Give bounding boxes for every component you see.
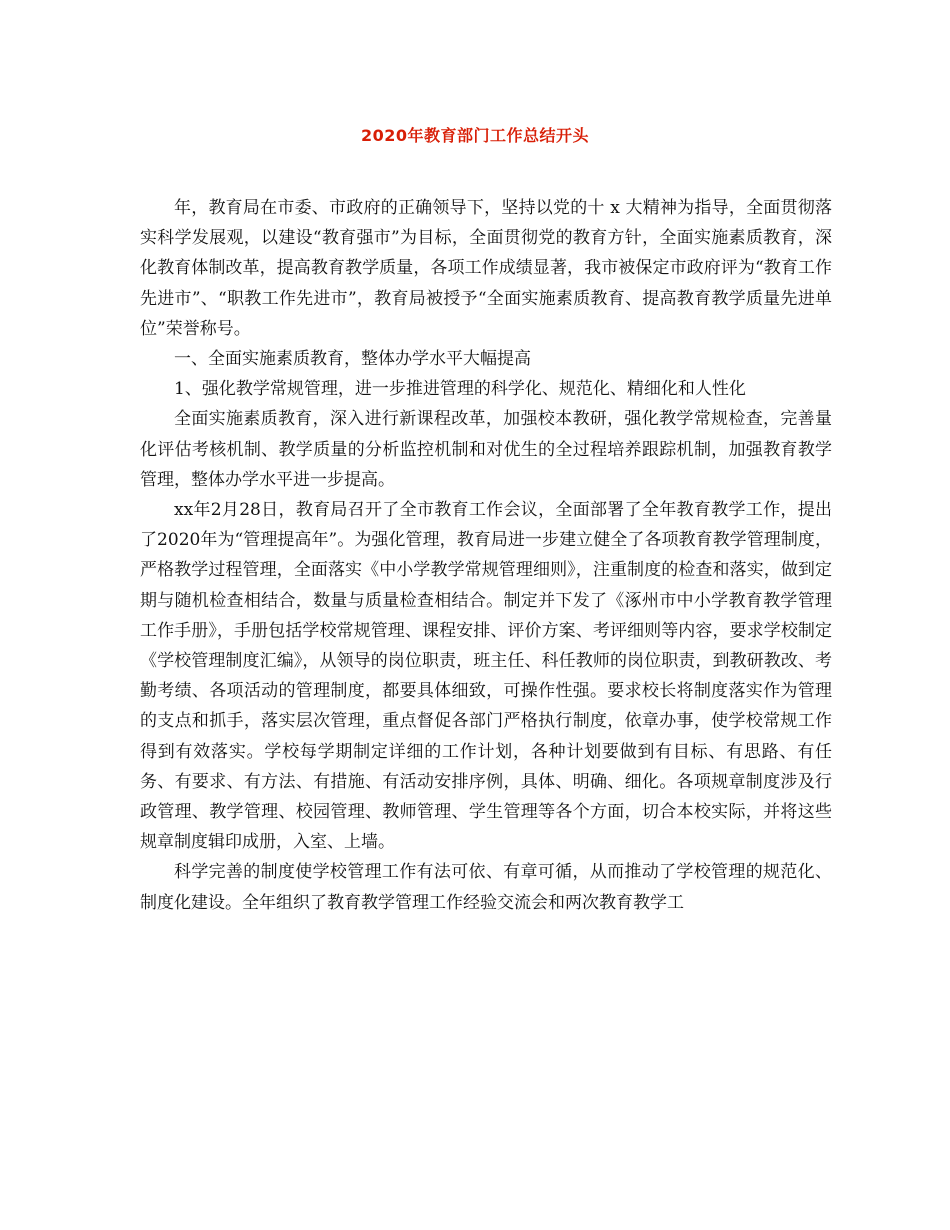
subsection-heading-1: 1、强化教学常规管理，进一步推进管理的科学化、规范化、精细化和人性化 xyxy=(174,379,746,400)
document-title: 2020年教育部门工作总结开头 xyxy=(360,126,590,145)
paragraph-management-meeting: xx年2月28日，教育局召开了全市教育工作会议，全面部署了全年教育教学工作，提出了2020年为“管理提高年”。为强化管理，教育局进一步建立健全了各项教育教学管理制度，严格教学过程管理，全面落实《中小学教学常规管理细则》，注重制度的检查和落实，做到定期与随机检查相结合，数量与质量检查相结合。制定并下发了《涿州市中小学教育教学管理工作手册》，手册包括学校常规管理、课程安排、评价方案、考评细则等内容，要求学校制定《学校管理制度汇编》，从领导的岗位职责，班主任、科任教师的岗位职责，到教研教改、考勤考绩、各项活动的管理制度，都要具体细致，可操作性强。要求校长将制度落实作为管理的支点和抓手，落实层次管理，重点督促各部门严格执行制度，依章办事，使学校常规工作得到有效落实。学校每学期制定详细的工作计划，各种计划要做到有目标、有思路、有任务、有要求、有方法、有措施、有活动安排序例，具体、明确、细化。各项规章制度涉及行政管理、教学管理、校园管理、教师管理、学生管理等各个方面，切合本校实际，并将这些规章制度辑印成册，入室、上墙。 xyxy=(140,500,832,853)
paragraph-intro: 年，教育局在市委、市政府的正确领导下，坚持以党的十 x 大精神为指导，全面贯彻落实科学发展观，以建设“教育强市”为目标，全面贯彻党的教育方针，全面实施素质教育，深化教育体制改革，提高教育教学质量，各项工作成绩显著，我市被保定市政府评为“教育工作先进市”、“职教工作先进市”，教育局被授予“全面实施素质教育、提高教育教学质量先进单位”荣誉称号。 xyxy=(140,198,832,339)
paragraph-quality-education: 全面实施素质教育，深入进行新课程改革，加强校本教研，强化教学常规检查，完善量化评估考核机制、教学质量的分析监控机制和对优生的全过程培养跟踪机制，加强教育教学管理，整体办学水平进一步提高。 xyxy=(140,409,832,490)
document-body xyxy=(140,193,832,918)
section-heading-1: 一、全面实施素质教育，整体办学水平大幅提高 xyxy=(174,349,531,370)
paragraph-management-system: 科学完善的制度使学校管理工作有法可依、有章可循，从而推动了学校管理的规范化、制度化建设。全年组织了教育教学管理工作经验交流会和两次教育教学工 xyxy=(140,862,832,913)
